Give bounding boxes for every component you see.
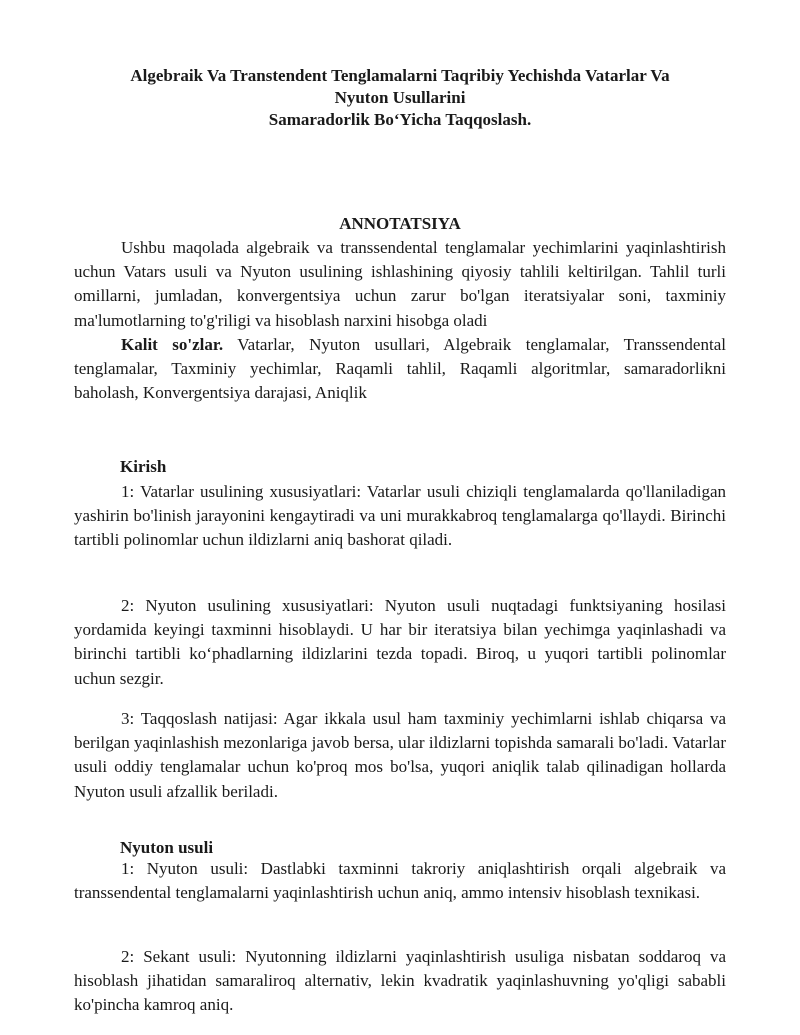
newton-heading: Nyuton usuli (120, 838, 214, 857)
document-title (74, 65, 726, 131)
keywords-text: Vatarlar, Nyuton usullari, Algebraik tenglamalar, Transsendental tenglamalar, Taxminiy yechimlar, Raqamli tahlil, Raqamli algoritmlar, samaradorlikni baholash, Konvergentsiya darajasi, Aniqlik (74, 335, 726, 403)
intro-paragraph-1: 1: Vatarlar usulining xususiyatlari: Vatarlar usuli chiziqli tenglamalarda qo'llaniladigan yashirin bo'linish jarayonini kengaytiradi va uni murakkabroq tenglamalarga qo'llaydi. Birinchi tartibli polinomlar uchun ildizlarni aniq bashorat qiladi. (74, 482, 726, 550)
newton-paragraph-1: 1: Nyuton usuli: Dastlabki taxminni takroriy aniqlashtirish orqali algebraik va transsendental tenglamalarni yaqinlashtirish uchun aniq, ammo intensiv hisoblash texnikasi. (74, 859, 726, 903)
newton-paragraph-2: 2: Sekant usuli: Nyutonning ildizlarni yaqinlashtirish usuliga nisbatan soddaroq va hisoblash jihatidan samaraliroq alternativ, lekin kvadratik yaqinlashuvning yo'qligi sababli ko'pincha kamroq aniq. (74, 947, 726, 1015)
title-line-1: Algebraik Va Transtendent Tenglamalarni Taqribiy Yechishda Vatarlar Va (130, 66, 670, 85)
title-line-3: Samaradorlik Bo‘Yicha Taqqoslash. (268, 110, 532, 129)
intro-paragraph-2: 2: Nyuton usulining xususiyatlari: Nyuton usuli nuqtadagi funktsiyaning hosilasi yordamida keyingi taxminni hisoblaydi. U har bir iteratsiya bilan yechimga yaqinlashadi va birinchi tartibli ko‘phadlarning ildizlarini tezda topadi. Biroq, u yuqori tartibli polinomlar uchun sezgir. (74, 596, 726, 688)
keywords-label: Kalit so'zlar. (121, 335, 224, 354)
keywords-paragraph (74, 333, 726, 406)
annotation-paragraph: Ushbu maqolada algebraik va transsendental tenglamalar yechimlarini yaqinlashtirish uchun Vatars usuli va Nyuton usulining ishlashining qiyosiy tahlili keltirilgan. Tahlil turli omillarni, jumladan, konvergentsiya uchun zarur bo'lgan iteratsiyalar soni, taxminiy ma'lumotlarning to'g'riligi va hisoblash narxini hisobga oladi (74, 238, 726, 330)
intro-paragraph-3: 3: Taqqoslash natijasi: Agar ikkala usul ham taxminiy yechimlarni ishlab chiqarsa va berilgan yaqinlashish mezonlariga javob bersa, ular ildizlarni topishda samarali bo'ladi. Vatarlar usuli oddiy tenglamalar uchun ko'proq mos bo'lsa, yuqori aniqlik talab qilinadigan hollarda Nyuton usuli afzallik beriladi. (74, 709, 726, 801)
annotation-heading: ANNOTATSIYA (339, 214, 461, 233)
intro-heading: Kirish (120, 457, 167, 476)
title-line-2: Nyuton Usullarini (334, 88, 466, 107)
